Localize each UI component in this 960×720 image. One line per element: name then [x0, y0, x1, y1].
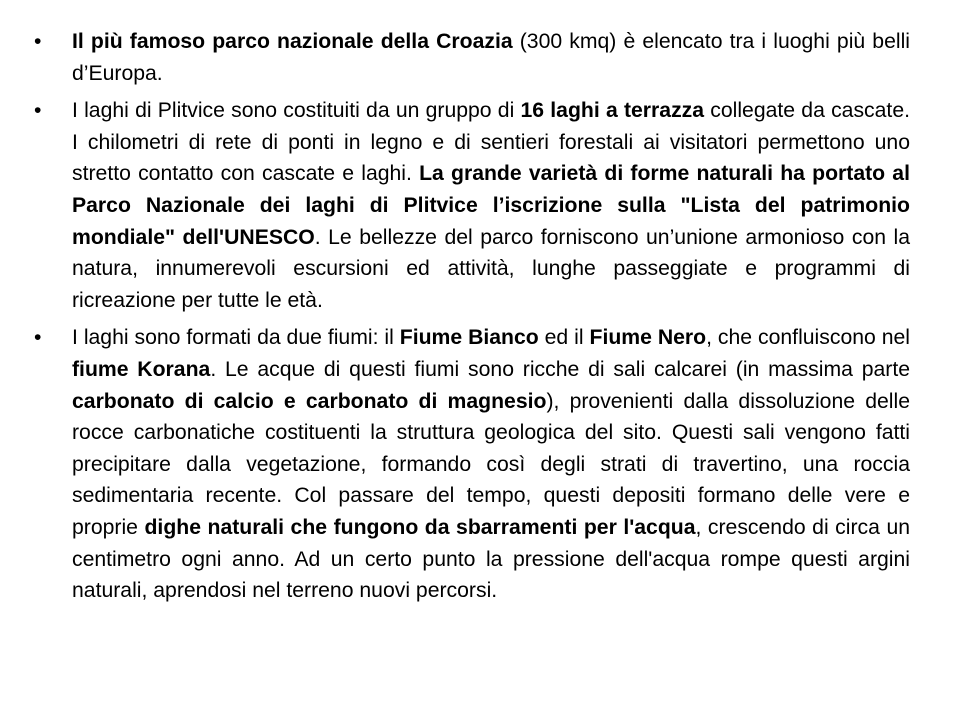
body-text: . Le acque di questi fiumi sono ricche di sali calcarei (in massima parte	[210, 357, 910, 381]
bullet-dot-icon: •	[34, 326, 42, 350]
bullet-dot-icon: •	[34, 30, 42, 53]
body-text: , che confluiscono nel	[706, 326, 911, 350]
body-text: ed il	[538, 326, 590, 350]
body-text: collegate da cascate. I chilometri di rete di ponti in legno e di sentieri forestali ai visitatori permettono uno stretto contatto con cascate e laghi.	[72, 99, 910, 186]
body-text: . Le bellezze del parco forniscono un’unione armonioso con la natura, innumerevoli escursioni ed attività, lunghe passeggiate e programmi di ricreazione per tutte le età.	[72, 225, 911, 312]
bold-text: Fiume Bianco	[399, 326, 539, 350]
bold-text: Il più famoso parco nazionale della Croazia	[72, 30, 513, 53]
bullet-text	[72, 326, 910, 602]
bullet-dot-icon: •	[34, 99, 42, 123]
bullet-item	[34, 322, 910, 606]
bullet-text	[72, 99, 910, 312]
bold-text: carbonato di calcio e carbonato di magnesio	[72, 389, 547, 413]
bold-text: fiume Korana	[72, 357, 211, 381]
bullet-item	[34, 95, 910, 316]
bold-text: dighe naturali che fungono da sbarramenti per l'acqua	[144, 515, 696, 539]
body-text: I laghi sono formati da due fiumi: il	[72, 326, 400, 350]
bold-text: La grande varietà di forme naturali ha portato al Parco Nazionale dei laghi di Plitvice l’iscrizione sulla "Lista del patrimonio mondiale" dell'UNESCO	[72, 162, 910, 249]
body-text: ), provenienti dalla dissoluzione delle rocce carbonatiche costituenti la struttura geologica del sito. Questi sali vengono fatti precipitare dalla vegetazione, formando così degli strati di travertino, una roccia sedimentaria recente. Col passare del tempo, questi depositi formano delle vere e proprie	[72, 389, 910, 539]
bullet-text	[72, 30, 910, 85]
body-text: , crescendo di circa un centimetro ogni anno. Ad un certo punto la pressione dell'acqua rompe questi argini naturali, aprendosi nel terreno nuovi percorsi.	[72, 515, 911, 603]
bold-text: 16 laghi a terrazza	[520, 99, 705, 123]
body-text: (300 kmq) è elencato tra i luoghi più belli d’Europa.	[72, 30, 910, 85]
bold-text: Fiume Nero	[589, 326, 707, 350]
bullet-item	[34, 26, 910, 89]
bullet-list	[34, 26, 910, 613]
body-text: I laghi di Plitvice sono costituiti da un gruppo di	[72, 99, 521, 123]
